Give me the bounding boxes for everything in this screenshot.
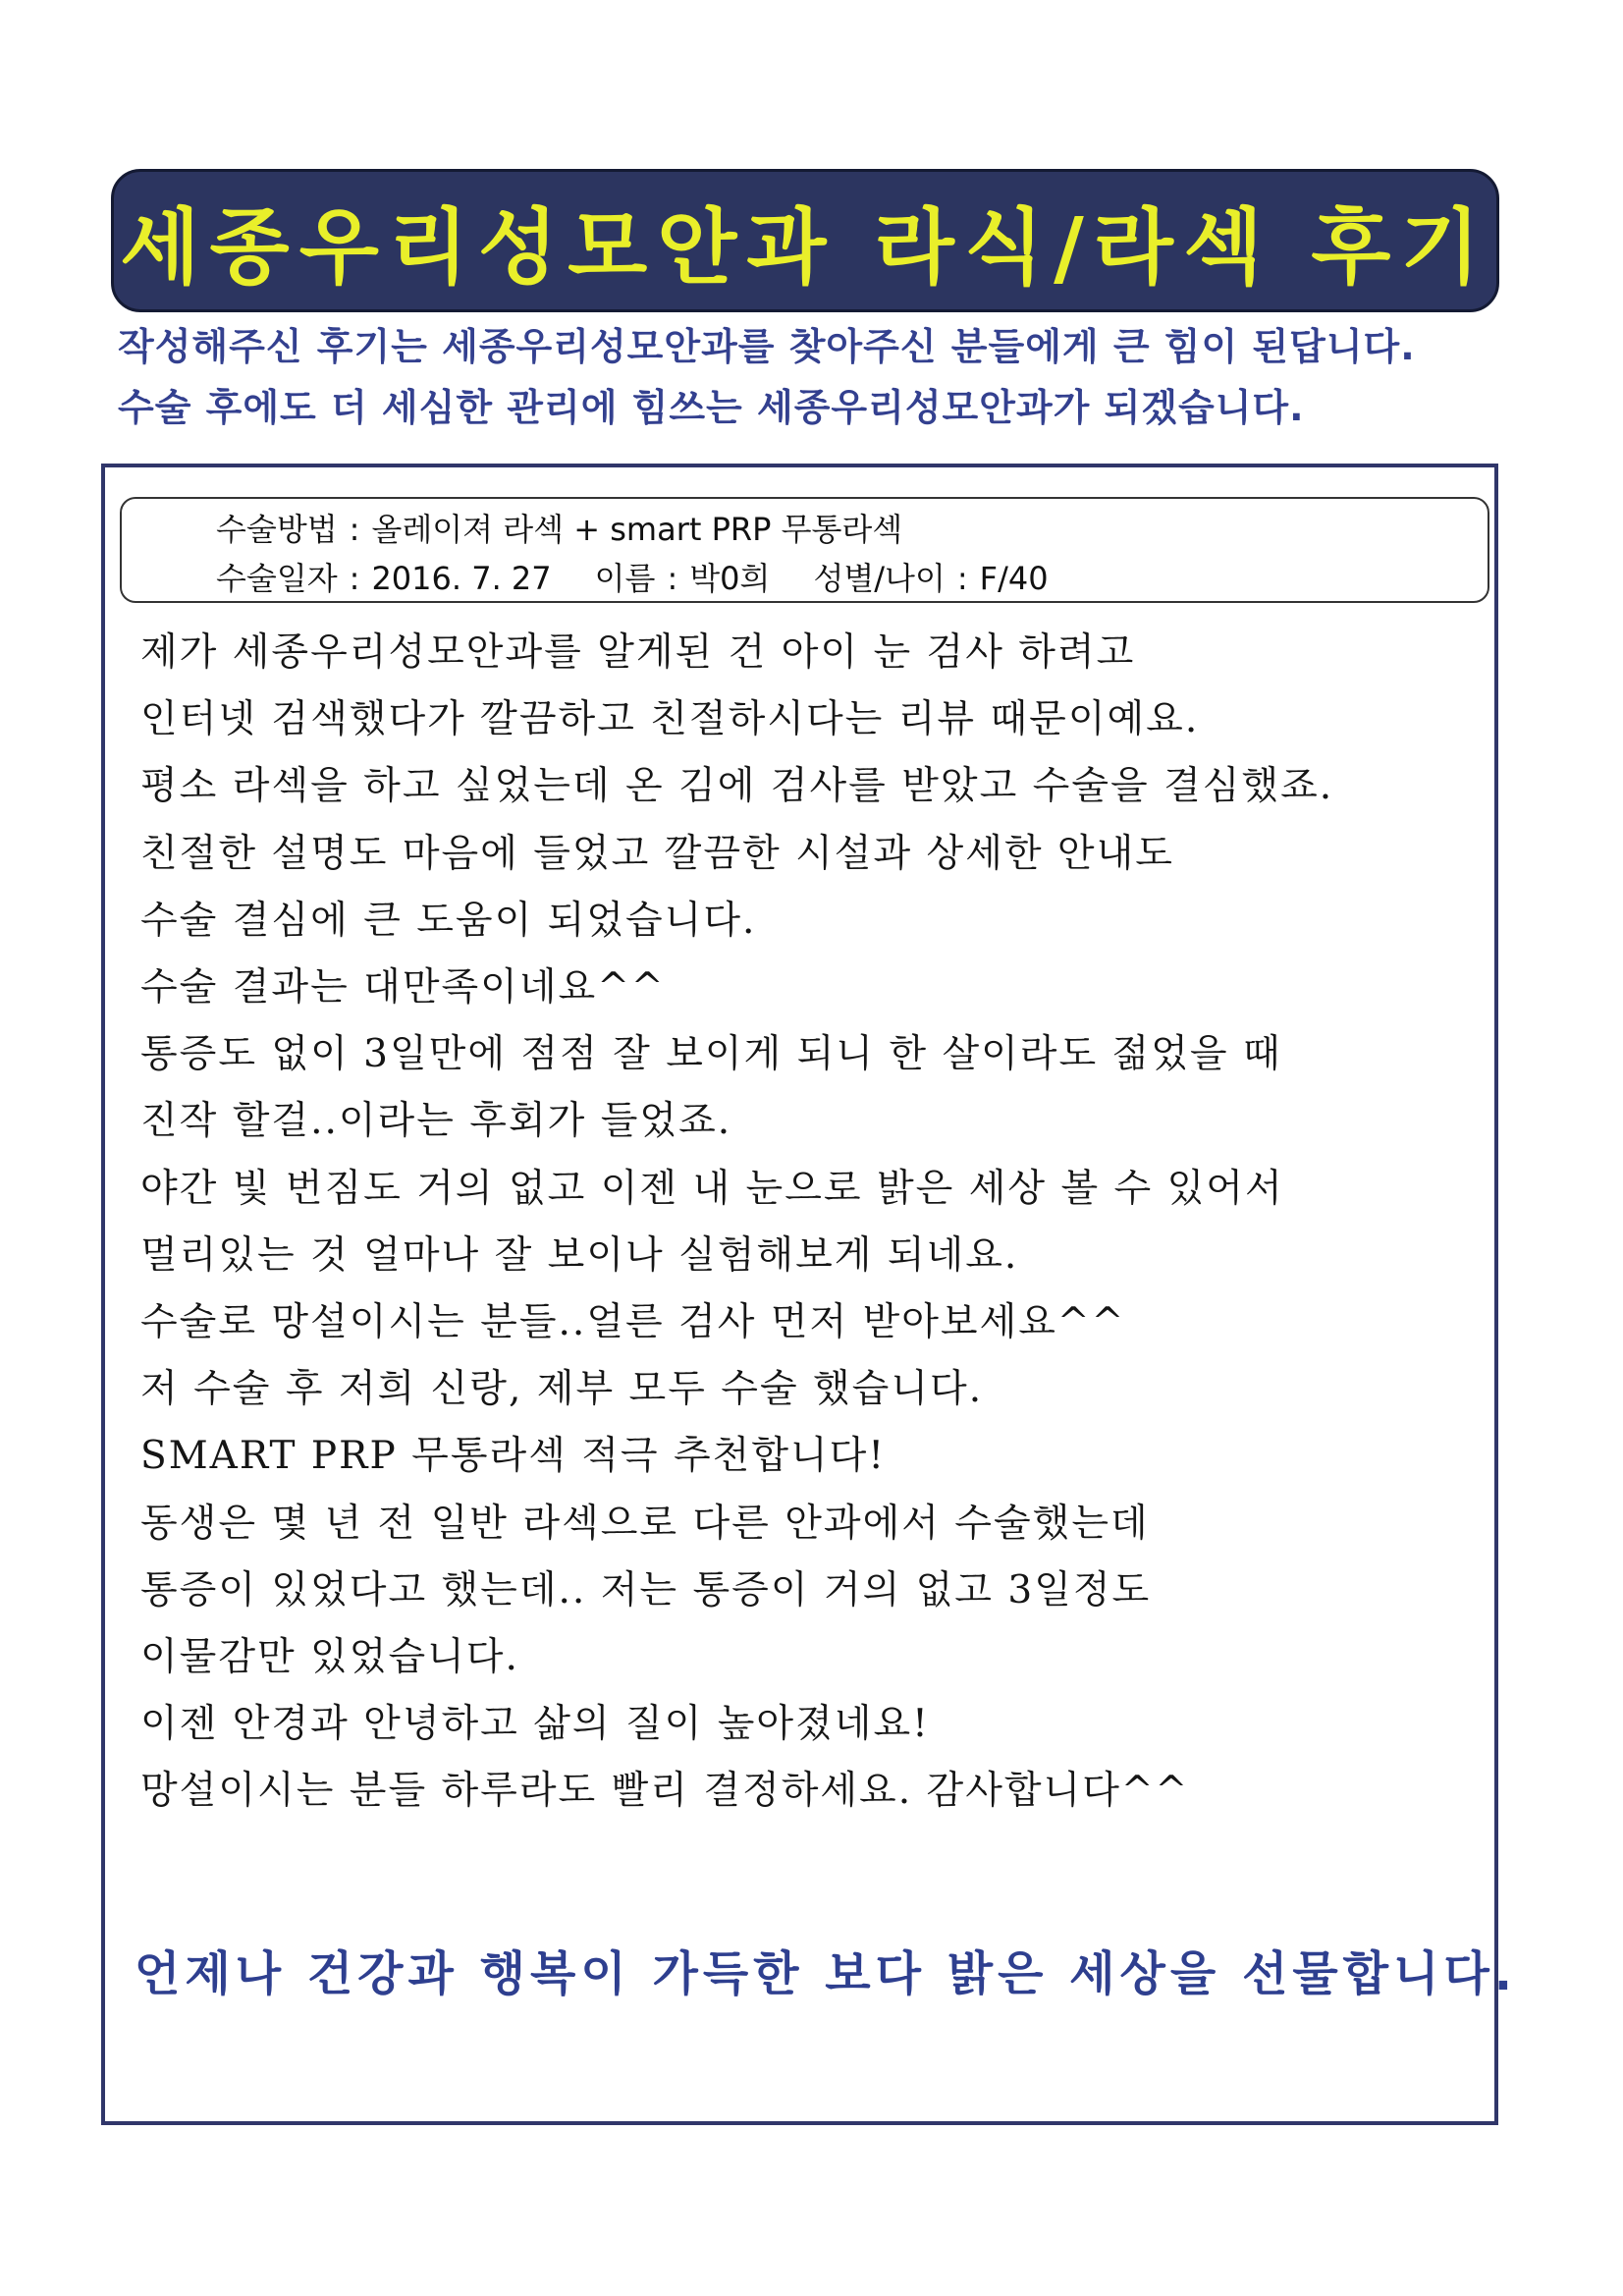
title-banner: [111, 169, 1499, 312]
patient-name-label: 이름: [594, 560, 656, 597]
info-separator: :: [349, 511, 360, 548]
review-line: 망설이시는 분들 하루라도 빨리 결정하세요. 감사합니다^^: [140, 1769, 1190, 1814]
review-line: 이젠 안경과 안녕하고 삶의 질이 높아졌네요!: [140, 1702, 930, 1747]
review-line: 통증도 없이 3일만에 점점 잘 보이게 되니 한 살이라도 젊었을 때: [140, 1032, 1282, 1077]
intro-message: [118, 316, 1532, 438]
review-line: 평소 라섹을 하고 싶었는데 온 김에 검사를 받았고 수술을 결심했죠.: [140, 764, 1334, 809]
review-line: 이물감만 있었습니다.: [140, 1635, 519, 1680]
footer-slogan: 언제나 건강과 행복이 가득한 보다 밝은 세상을 선물합니다.: [135, 1946, 1518, 2001]
page-title: 세종우리성모안과 라식/라섹 후기: [120, 198, 1490, 296]
review-line: 야간 빛 번짐도 거의 없고 이젠 내 눈으로 밝은 세상 볼 수 있어서: [140, 1166, 1284, 1211]
surgery-method-label: 수술방법: [216, 511, 338, 548]
surgery-details-row: [216, 554, 1049, 599]
review-line: 통증이 있었다고 했는데.. 저는 통증이 거의 없고 3일정도: [140, 1567, 1152, 1613]
surgery-date-value: 2016. 7. 27: [371, 560, 552, 597]
info-separator: :: [349, 560, 360, 597]
review-line: 동생은 몇 년 전 일반 라섹으로 다른 안과에서 수술했는데: [140, 1501, 1150, 1546]
intro-line: 작성해주신 후기는 세종우리성모안과를 찾아주신 분들에게 큰 힘이 된답니다.: [118, 325, 1416, 368]
review-line: 수술 결과는 대만족이네요^^: [140, 965, 666, 1011]
gender-age-value: F/40: [979, 560, 1049, 597]
review-line: 제가 세종우리성모안과를 알게된 건 아이 눈 검사 하려고: [140, 630, 1136, 675]
review-body: [140, 620, 1476, 1826]
review-line: 멀리있는 것 얼마나 잘 보이나 실험해보게 되네요.: [140, 1232, 1019, 1278]
review-line: SMART PRP 무통라섹 적극 추천합니다!: [140, 1434, 887, 1479]
review-line: 수술로 망설이시는 분들..얼른 검사 먼저 받아보세요^^: [140, 1300, 1126, 1345]
surgery-date-label: 수술일자: [216, 560, 338, 597]
review-line: 진작 할걸..이라는 후회가 들었죠.: [140, 1099, 732, 1144]
info-separator: :: [956, 560, 968, 597]
surgery-info-box: [120, 497, 1489, 603]
review-line: 수술 결심에 큰 도움이 되었습니다.: [140, 898, 757, 943]
review-line: 친절한 설명도 마음에 들었고 깔끔한 시설과 상세한 안내도: [140, 831, 1174, 876]
surgery-method-row: [216, 505, 902, 550]
review-box: [101, 464, 1518, 2125]
gender-age-label: 성별/나이: [813, 560, 946, 597]
intro-line: 수술 후에도 더 세심한 관리에 힘쓰는 세종우리성모안과가 되겠습니다.: [118, 386, 1305, 429]
review-line: 인터넷 검색했다가 깔끔하고 친절하시다는 리뷰 때문이예요.: [140, 697, 1200, 742]
patient-name-value: 박0희: [689, 560, 771, 597]
info-separator: :: [667, 560, 678, 597]
surgery-method-value: 올레이져 라섹 + smart PRP 무통라섹: [371, 511, 903, 548]
review-line: 저 수술 후 저희 신랑, 제부 모두 수술 했습니다.: [140, 1367, 984, 1412]
